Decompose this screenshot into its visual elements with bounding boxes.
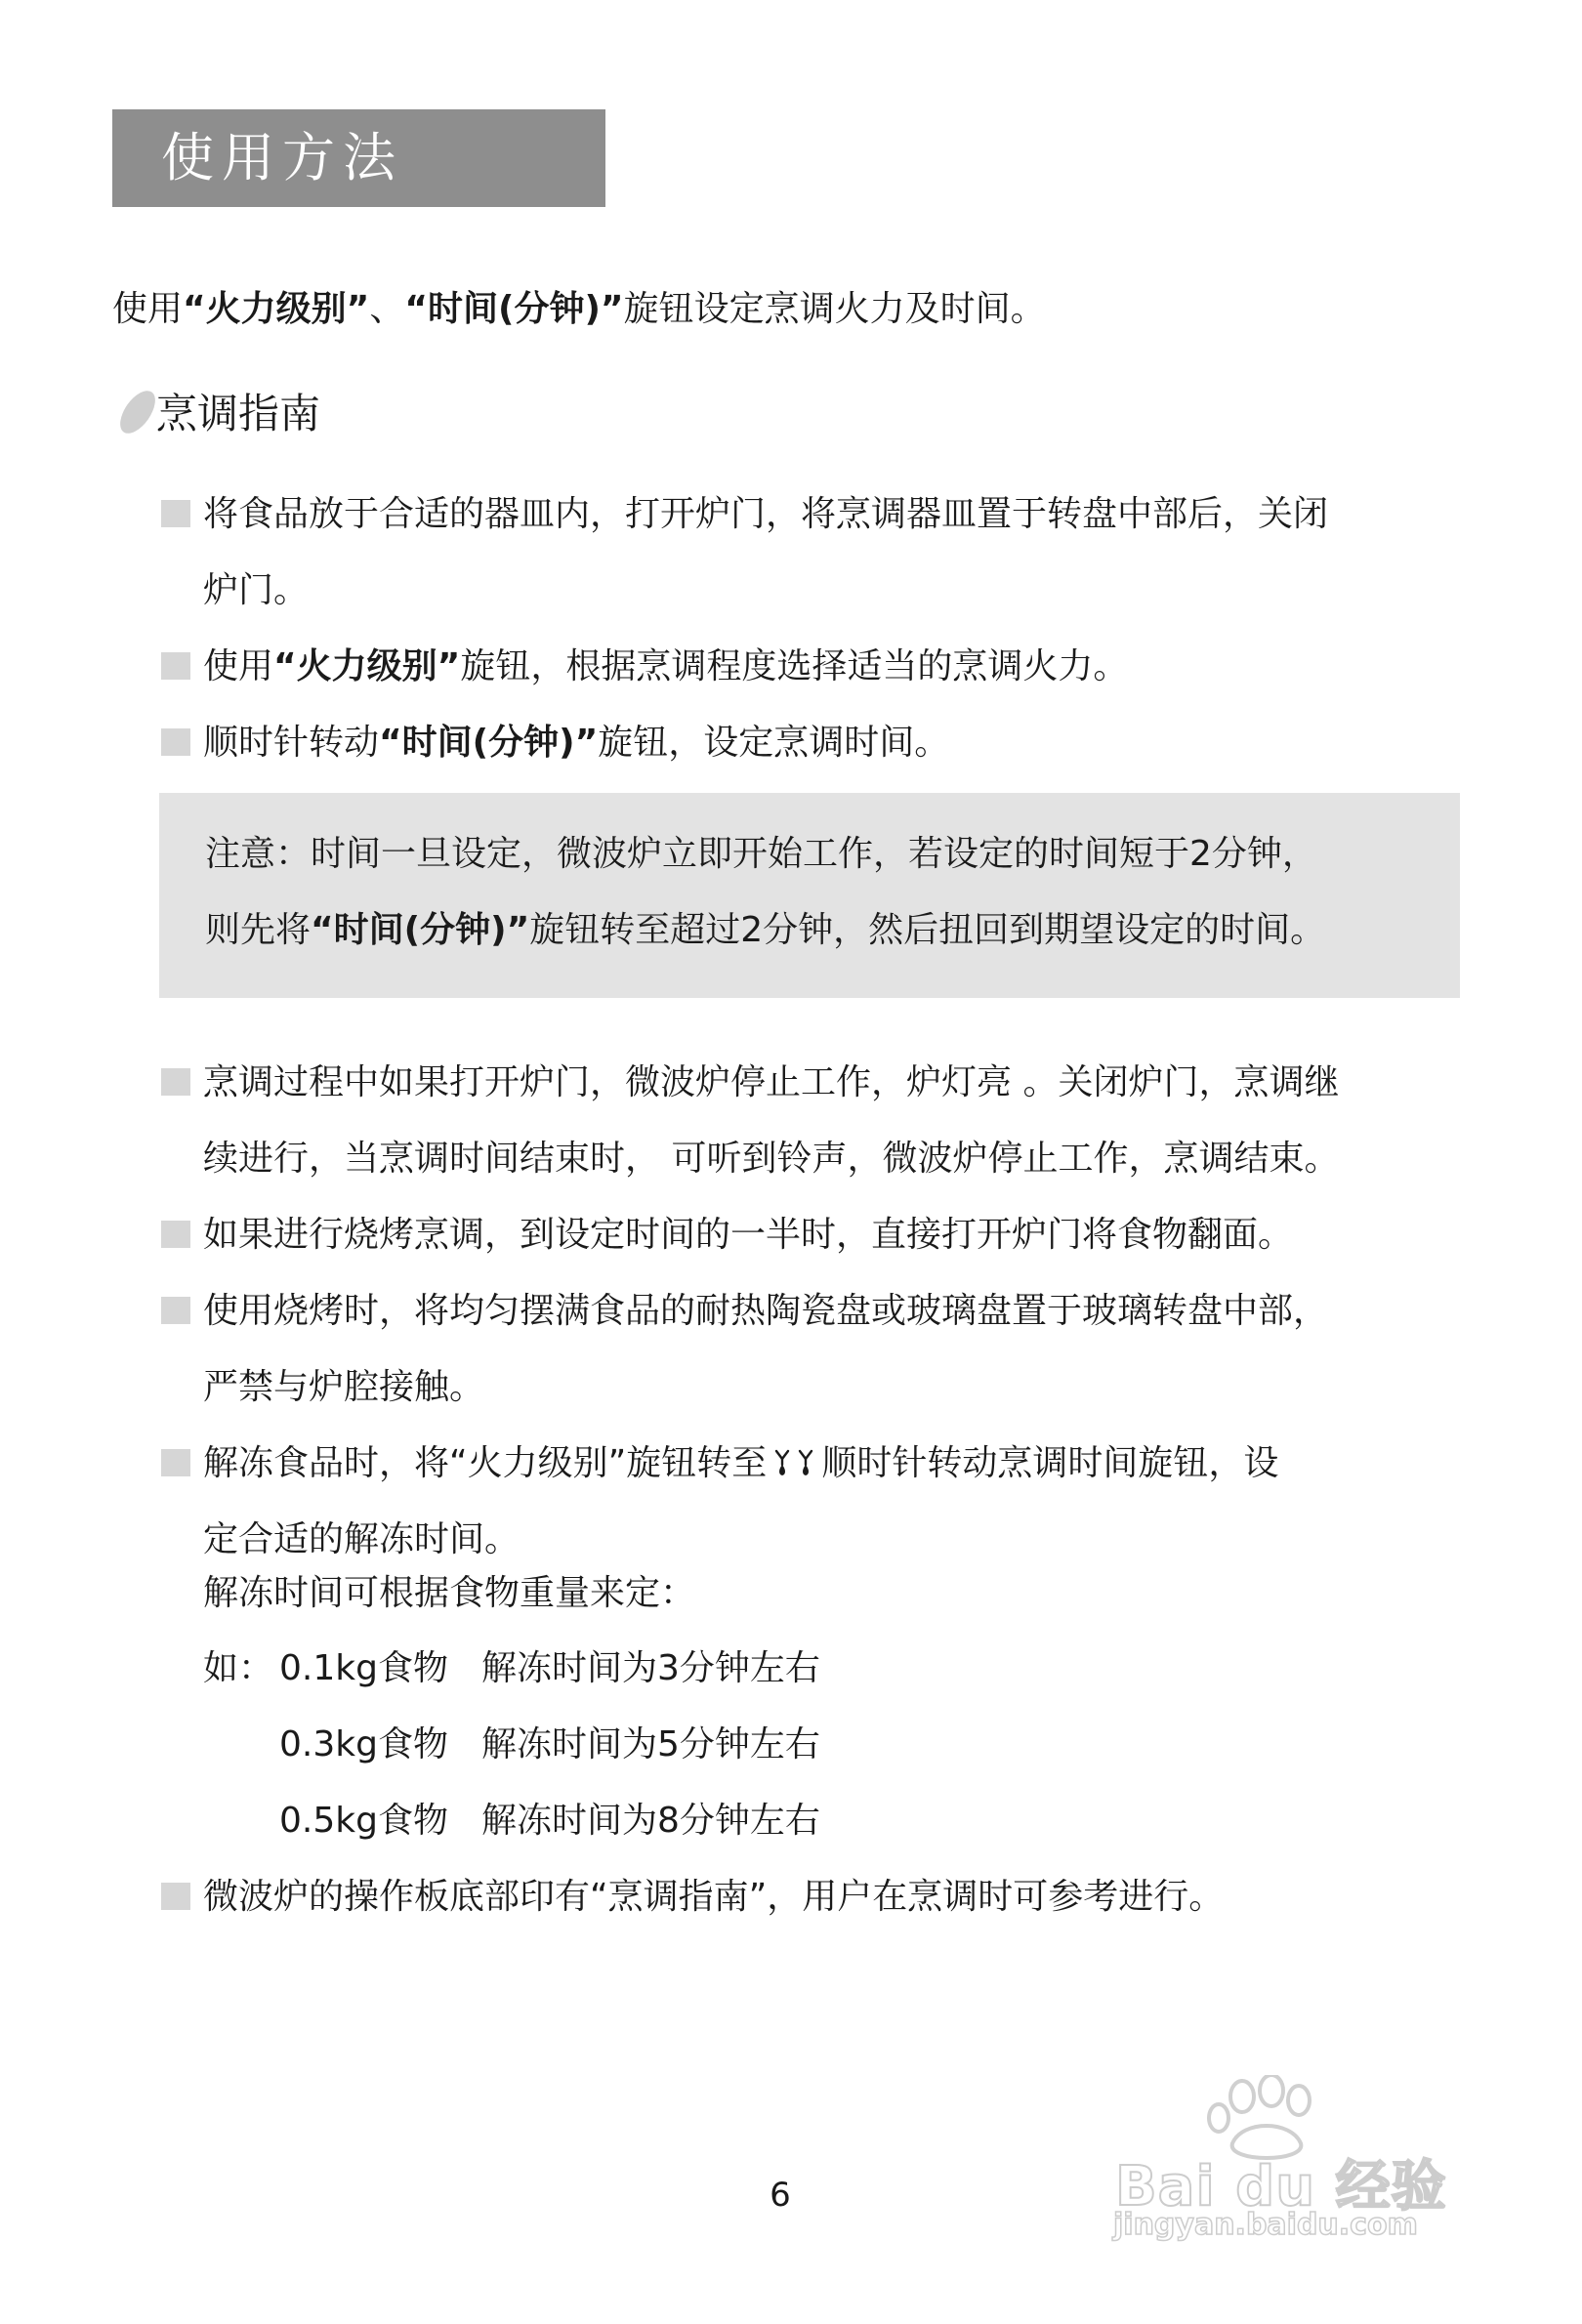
list-item-line: 如果进行烧烤烹调，到设定时间的一半时，直接打开炉门将食物翻面。 xyxy=(203,1215,1294,1255)
bullet-square xyxy=(161,1883,190,1910)
note-knob-name: “时间(分钟)” xyxy=(311,910,530,950)
list-item-line: 续进行，当烹调时间结束时， 可听到铃声，微波炉停止工作，烹调结束。 xyxy=(203,1139,1340,1179)
watermark-product: 经验 xyxy=(1335,2155,1447,2219)
page-number: 6 xyxy=(770,2176,791,2215)
list-item-text: 顺时针转动 xyxy=(203,723,380,763)
list-item-text: 顺时针转动烹调时间旋钮，设 xyxy=(821,1443,1279,1483)
note-text: 则先将 xyxy=(205,910,312,950)
list-item-line: 定合适的解冻时间。 xyxy=(203,1519,520,1559)
list-item-line: 将食品放于合适的器皿内，打开炉门，将烹调器皿置于转盘中部后，关闭 xyxy=(203,494,1329,534)
intro-text: 使用 xyxy=(112,289,184,329)
defrost-weight: 0.1kg食物 xyxy=(279,1648,448,1688)
defrost-weight: 0.5kg食物 xyxy=(279,1801,448,1841)
watermark-brand: Bai du xyxy=(1115,2155,1316,2219)
list-item-line: 微波炉的操作板底部印有“烹调指南”，用户在烹调时可参考进行。 xyxy=(203,1877,1225,1917)
list-item-knob-name: “火力级别” xyxy=(273,646,461,686)
note-text: 旋钮转至超过2分钟，然后扭回到期望设定的时间。 xyxy=(529,910,1326,950)
list-item-line: 炉门。 xyxy=(203,570,310,610)
list-item xyxy=(203,1440,1278,1487)
list-item-line: 使用烧烤时，将均匀摆满食品的耐热陶瓷盘或玻璃盘置于玻璃转盘中部， xyxy=(203,1291,1329,1331)
defrost-time: 解冻时间为8分钟左右 xyxy=(481,1801,820,1841)
list-item-text: 解冻食品时，将“火力级别”旋钮转至 xyxy=(203,1443,768,1483)
section-title: 烹调指南 xyxy=(156,390,321,437)
intro-separator: 、 xyxy=(369,289,405,329)
list-item-line: 严禁与炉腔接触。 xyxy=(203,1367,485,1407)
bullet-square xyxy=(161,1449,190,1476)
defrost-time: 解冻时间为3分钟左右 xyxy=(481,1648,820,1688)
defrost-example-label: 如： xyxy=(203,1648,274,1688)
defrost-weight: 0.3kg食物 xyxy=(279,1724,448,1764)
defrost-icon xyxy=(772,1448,815,1477)
list-item-knob-name: “时间(分钟)” xyxy=(379,723,599,763)
list-item-text: 旋钮，设定烹调时间。 xyxy=(598,723,950,763)
note-box xyxy=(159,793,1460,998)
intro-power-knob: “火力级别” xyxy=(183,289,370,329)
section-header-bar xyxy=(112,109,605,207)
list-item-text: 使用 xyxy=(203,646,274,686)
list-item-text: 旋钮，根据烹调程度选择适当的烹调火力。 xyxy=(460,646,1129,686)
bullet-square xyxy=(161,1068,190,1096)
defrost-time: 解冻时间为5分钟左右 xyxy=(481,1724,820,1764)
bullet-square xyxy=(161,1221,190,1248)
watermark xyxy=(1096,2075,1467,2241)
page-title: 使用方法 xyxy=(161,127,403,188)
defrost-intro: 解冻时间可根据食物重量来定： xyxy=(203,1573,696,1613)
note-line xyxy=(205,907,1325,954)
list-item xyxy=(203,720,949,767)
intro-time-knob: “时间(分钟)” xyxy=(404,289,624,329)
leaf-icon xyxy=(113,385,162,439)
intro-paragraph xyxy=(112,286,1046,333)
bullet-square xyxy=(161,1297,190,1324)
list-item-line: 烹调过程中如果打开炉门，微波炉停止工作，炉灯亮 。关闭炉门，烹调继 xyxy=(203,1062,1340,1102)
intro-text-end: 旋钮设定烹调火力及时间。 xyxy=(623,289,1046,329)
note-line: 注意：时间一旦设定，微波炉立即开始工作，若设定的时间短于2分钟， xyxy=(205,834,1317,874)
watermark-url: jingyan.baidu.com xyxy=(1113,2208,1418,2242)
list-item xyxy=(203,643,1128,690)
bullet-square xyxy=(161,652,190,680)
bullet-square xyxy=(161,728,190,756)
bullet-square xyxy=(161,500,190,527)
